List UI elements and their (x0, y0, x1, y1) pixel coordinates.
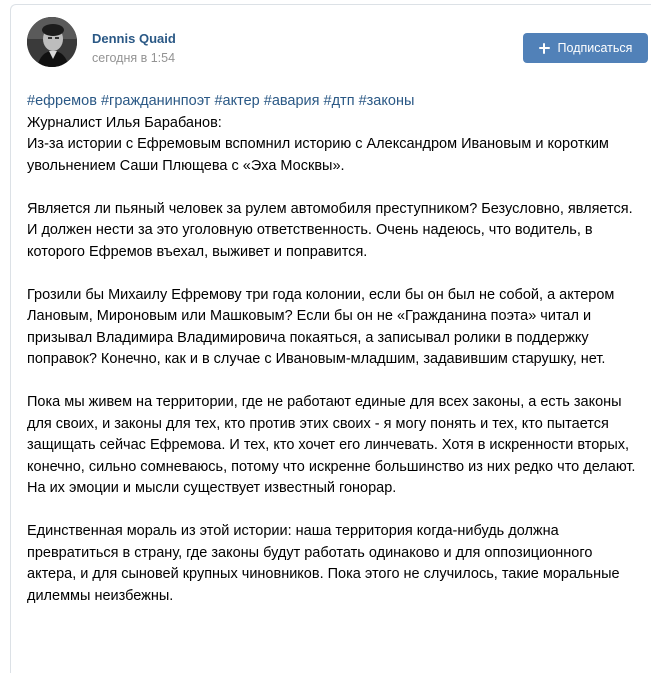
post-byline: Журналист Илья Барабанов: (27, 114, 222, 131)
plus-icon (539, 43, 550, 54)
post-time[interactable]: сегодня в 1:54 (92, 51, 176, 65)
hashtag-link[interactable]: #актер (214, 93, 260, 109)
hashtag-link[interactable]: #дтп (323, 93, 355, 109)
hashtags (27, 91, 639, 113)
hashtag-link[interactable]: #гражданинпоэт (100, 93, 211, 109)
author-block (92, 31, 176, 66)
post-text (27, 91, 639, 607)
hashtag-link[interactable]: #авария (263, 93, 320, 109)
hashtag-link[interactable]: #законы (358, 93, 415, 109)
hashtag-link[interactable]: #ефремов (27, 93, 97, 109)
post-card (10, 4, 651, 673)
post-intro: Из-за истории с Ефремовым вспомнил историю с Александром Ивановым и коротким увольнением Саши Плющева с «Эха Москвы». (27, 136, 609, 174)
avatar[interactable] (27, 17, 77, 67)
post-paragraph: Пока мы живем на территории, где не работают единые для всех законы, а есть законы для своих, и законы для тех, кто против этих своих - я могу понять и тех, кто пытается защищать сейчас Ефремова. И тех, кто хочет его линчевать. Хотя в искренности вторых, конечно, сильно сомневаюсь, потому что искренне большинство из них редко что делают. На их эмоции и мысли существует известный гонорар. (27, 394, 636, 496)
subscribe-button[interactable] (523, 33, 648, 63)
subscribe-label: Подписаться (557, 41, 633, 55)
post-paragraph: Является ли пьяный человек за рулем автомобиля преступником? Безусловно, является. И должен нести за это уголовную ответственность. Очень надеюсь, что водитель, в которого Ефремов въехал, выживет и поправится. (27, 200, 633, 260)
post-paragraph: Грозили бы Михаилу Ефремову три года колонии, если бы он был не собой, а актером Лановым, Мироновым или Машковым? Если бы он не «Гражданина поэта» читал и призывал Владимира Владимировича покаяться, а записывал ролики в поддержку поправок? Конечно, как и в случае с Ивановым-младшим, задавившим старушку, нет. (27, 286, 615, 367)
avatar-image (27, 17, 77, 67)
author-name[interactable]: Dennis Quaid (92, 31, 176, 46)
post-header (27, 17, 651, 77)
post-paragraph: Единственная мораль из этой истории: наша территория когда-нибудь должна превратиться в страну, где законы будут работать одинаково и для оппозиционного актера, и для сыновей крупных чиновников. Пока этого не случилось, такие моральные дилеммы неизбежны. (27, 523, 620, 604)
